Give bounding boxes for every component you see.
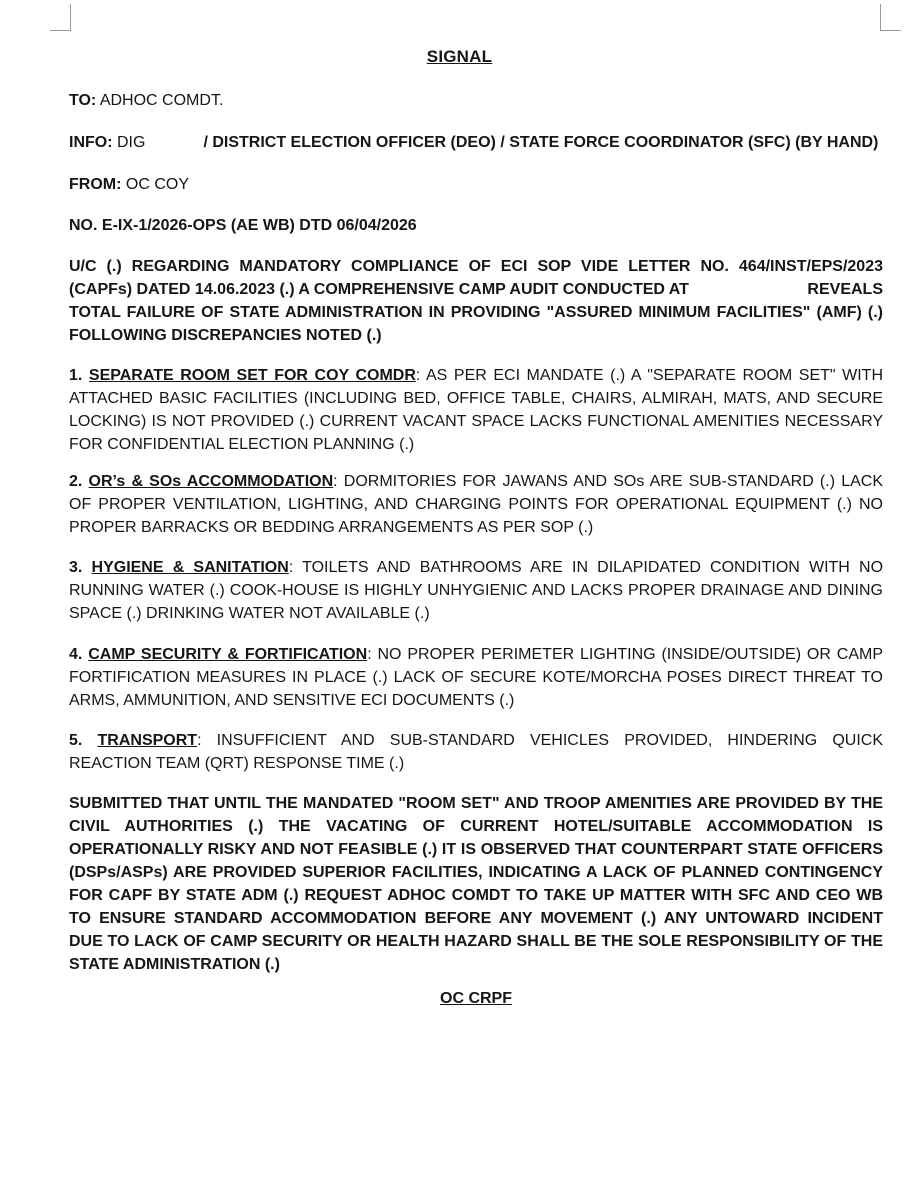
item-1 bbox=[69, 364, 883, 456]
crop-mark-top-right bbox=[880, 4, 901, 31]
intro-line-2a: (CAPFs) DATED 14.06.2023 (.) A COMPREHENSIVE CAMP AUDIT CONDUCTED AT bbox=[69, 281, 689, 298]
to-value: ADHOC COMDT. bbox=[96, 92, 224, 109]
from-label: FROM: bbox=[69, 176, 122, 193]
item-number: 3. bbox=[69, 559, 92, 576]
item-5 bbox=[69, 729, 883, 775]
item-text: : AS PER ECI MANDATE (.) A "SEPARATE ROOM SET" WITH ATTACHED BASIC FACILITIES (INCLUDING BED, OFFICE TABLE, CHAIRS, ALMIRAH, MATS, AND SECURE LOCKING) IS NOT PROVIDED (.) CURRENT VACANT SPACE LACKS FUNCTIONAL AMENITIES NECESSARY FOR CONFIDENTIAL ELECTION PLANNING (.) bbox=[69, 367, 884, 453]
reference-number: NO. E-IX-1/2026-OPS (AE WB) DTD 06/04/2026 bbox=[69, 217, 417, 234]
item-number: 2. bbox=[69, 473, 89, 490]
conclusion-paragraph: SUBMITTED THAT UNTIL THE MANDATED "ROOM SET" AND TROOP AMENITIES ARE PROVIDED BY THE CIVIL AUTHORITIES (.) THE VACATING OF CURRENT HOTEL/SUITABLE ACCOMMODATION IS OPERATIONALLY RISKY AND NOT FEASIBLE (.) IT IS OBSERVED THAT COUNTERPART STATE OFFICERS (DSPs/ASPs) ARE PROVIDED SUPERIOR FACILITIES, INDICATING A LACK OF PLANNED CONTINGENCY FOR CAPF BY STATE ADM (.) REQUEST ADHOC COMDT TO TAKE UP MATTER WITH SFC AND CEO WB TO ENSURE STANDARD ACCOMMODATION BEFORE ANY MOVEMENT (.) ANY UNTOWARD INCIDENT DUE TO LACK OF CAMP SECURITY OR HEALTH HAZARD SHALL BE THE SOLE RESPONSIBILITY OF THE STATE ADMINISTRATION (.) bbox=[69, 795, 883, 973]
item-number: 4. bbox=[69, 646, 89, 663]
intro-line-2 bbox=[69, 278, 883, 301]
item-text: : DORMITORIES FOR JAWANS AND SOs ARE SUB-STANDARD (.) LACK OF PROPER VENTILATION, LIGHTING, AND CHARGING POINTS FOR OPERATIONAL EQUIPMENT (.) NO PROPER BARRACKS OR BEDDING ARRANGEMENTS AS PER SOP (.) bbox=[69, 473, 883, 536]
to-label: TO: bbox=[69, 92, 97, 109]
intro-line-1: U/C (.) REGARDING MANDATORY COMPLIANCE OF ECI SOP VIDE LETTER NO. 464/INST/EPS/2023 bbox=[69, 258, 883, 275]
item-heading: TRANSPORT bbox=[97, 732, 198, 749]
item-3 bbox=[69, 556, 883, 625]
item-text: : TOILETS AND BATHROOMS ARE IN DILAPIDATED CONDITION WITH NO RUNNING WATER (.) COOK-HOUSE IS HIGHLY UNHYGIENIC AND LACKS PROPER DRAINAGE AND DINING SPACE (.) DRINKING WATER NOT AVAILABLE (.) bbox=[69, 559, 884, 622]
info-label: INFO: bbox=[69, 134, 113, 151]
from-line bbox=[69, 173, 883, 196]
item-4 bbox=[69, 643, 883, 712]
item-heading: OR’s & SOs ACCOMMODATION bbox=[88, 473, 334, 490]
crop-mark-top-left bbox=[50, 4, 71, 31]
item-2 bbox=[69, 470, 883, 539]
intro-paragraph bbox=[69, 255, 883, 347]
item-text: : INSUFFICIENT AND SUB-STANDARD VEHICLES PROVIDED, HINDERING QUICK REACTION TEAM (QRT) RESPONSE TIME (.) bbox=[69, 732, 884, 772]
intro-line-2b: REVEALS bbox=[807, 281, 883, 298]
item-number: 5. bbox=[69, 732, 98, 749]
item-text: : NO PROPER PERIMETER LIGHTING (INSIDE/OUTSIDE) OR CAMP FORTIFICATION MEASURES IN PLACE (.) LACK OF SECURE KOTE/MORCHA POSES DIRECT THREAT TO ARMS, AMMUNITION, AND SENSITIVE ECI DOCUMENTS (.) bbox=[69, 646, 884, 709]
intro-line-3: TOTAL FAILURE OF STATE ADMINISTRATION IN PROVIDING "ASSURED MINIMUM FACILITIES" (AMF) (.) bbox=[69, 304, 883, 321]
item-heading: HYGIENE & SANITATION bbox=[91, 559, 289, 576]
signature: OC CRPF bbox=[440, 990, 512, 1007]
item-heading: CAMP SECURITY & FORTIFICATION bbox=[88, 646, 368, 663]
item-heading: SEPARATE ROOM SET FOR COY COMDR bbox=[88, 367, 416, 384]
info-value: / DISTRICT ELECTION OFFICER (DEO) / STATE FORCE COORDINATOR (SFC) (BY HAND) bbox=[203, 134, 879, 151]
to-line bbox=[69, 89, 883, 112]
intro-line-4: FOLLOWING DISCREPANCIES NOTED (.) bbox=[69, 327, 382, 344]
item-number: 1. bbox=[69, 367, 89, 384]
from-value: OC COY bbox=[121, 176, 189, 193]
document-title: SIGNAL bbox=[426, 47, 493, 66]
info-prefix: DIG bbox=[112, 134, 146, 151]
info-line bbox=[69, 131, 883, 154]
